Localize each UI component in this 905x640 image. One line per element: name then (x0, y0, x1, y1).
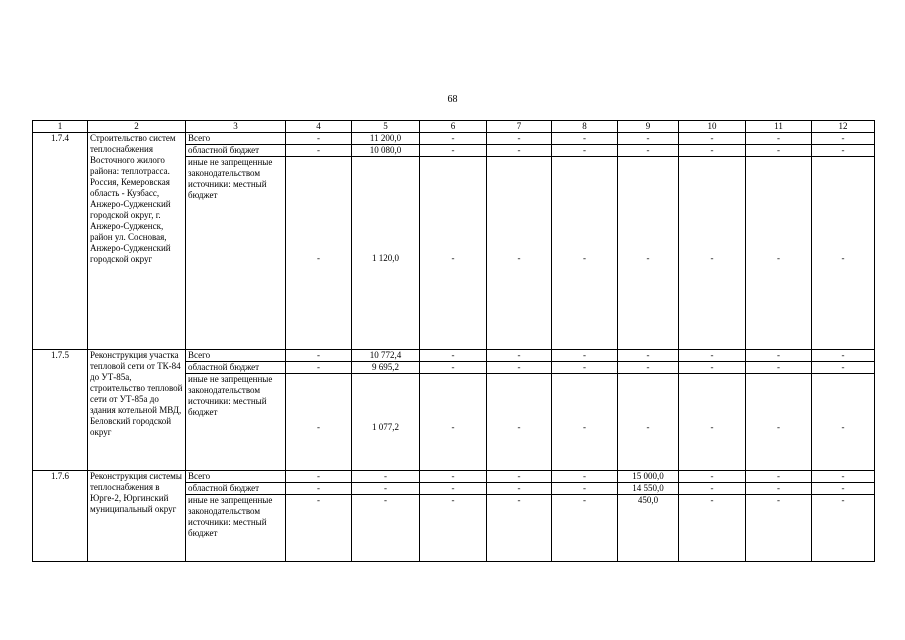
value-cell: - (618, 145, 679, 157)
value-cell: - (679, 495, 746, 562)
value-cell: - (487, 133, 552, 145)
value-cell: - (552, 145, 618, 157)
value-cell: - (286, 350, 352, 362)
value-cell: - (618, 362, 679, 374)
value-cell: - (420, 350, 487, 362)
value-cell: - (746, 362, 812, 374)
value-cell: - (286, 157, 352, 350)
value-cell: 11 200,0 (352, 133, 420, 145)
value-cell: - (552, 362, 618, 374)
item-number: 1.7.4 (33, 133, 88, 350)
header-cell: 10 (679, 121, 746, 133)
value-cell: - (746, 133, 812, 145)
header-cell: 3 (186, 121, 286, 133)
value-cell: - (552, 133, 618, 145)
value-cell: - (812, 374, 875, 471)
value-cell: 10 772,4 (352, 350, 420, 362)
value-cell: 15 000,0 (618, 471, 679, 483)
funding-source: областной бюджет (186, 145, 286, 157)
value-cell: - (812, 350, 875, 362)
value-cell: - (679, 471, 746, 483)
funding-source: областной бюджет (186, 483, 286, 495)
header-cell: 2 (88, 121, 186, 133)
header-row (33, 121, 875, 133)
item-name: Реконструкция участка тепловой сети от ТК-84 до УТ-85а, строительство тепловой сети от УТ-85а до здания котельной МВД, Беловский городской округ (88, 350, 186, 471)
header-cell: 8 (552, 121, 618, 133)
value-cell: - (618, 157, 679, 350)
table-row (33, 133, 875, 145)
funding-source: иные не запрещенные законодательством источники: местный бюджет (186, 157, 286, 350)
value-cell: - (487, 362, 552, 374)
item-name: Реконструкция системы теплоснабжения в Юрге-2, Юргинский муниципальный округ (88, 471, 186, 562)
value-cell: - (552, 157, 618, 350)
value-cell: - (352, 483, 420, 495)
value-cell: 9 695,2 (352, 362, 420, 374)
value-cell: - (746, 374, 812, 471)
value-cell: - (746, 145, 812, 157)
value-cell: - (679, 483, 746, 495)
value-cell: 1 120,0 (352, 157, 420, 350)
value-cell: - (420, 157, 487, 350)
value-cell: - (812, 483, 875, 495)
funding-source: иные не запрещенные законодательством источники: местный бюджет (186, 374, 286, 471)
funding-source: Всего (186, 350, 286, 362)
header-cell: 6 (420, 121, 487, 133)
value-cell: - (286, 483, 352, 495)
value-cell: - (618, 133, 679, 145)
header-cell: 1 (33, 121, 88, 133)
value-cell: 450,0 (618, 495, 679, 562)
value-cell: 14 550,0 (618, 483, 679, 495)
value-cell: - (679, 145, 746, 157)
value-cell: - (487, 374, 552, 471)
header-cell: 5 (352, 121, 420, 133)
header-cell: 4 (286, 121, 352, 133)
value-cell: - (746, 350, 812, 362)
value-cell: - (552, 495, 618, 562)
value-cell: - (487, 495, 552, 562)
value-cell: - (812, 471, 875, 483)
funding-table (32, 120, 875, 562)
value-cell: - (420, 362, 487, 374)
value-cell: - (812, 133, 875, 145)
value-cell: 10 080,0 (352, 145, 420, 157)
value-cell: - (618, 374, 679, 471)
value-cell: - (286, 374, 352, 471)
value-cell: - (812, 362, 875, 374)
value-cell: - (618, 350, 679, 362)
table-row (33, 471, 875, 483)
value-cell: - (420, 145, 487, 157)
funding-source: Всего (186, 133, 286, 145)
value-cell: - (746, 495, 812, 562)
funding-source: областной бюджет (186, 362, 286, 374)
value-cell: - (746, 483, 812, 495)
value-cell: - (420, 495, 487, 562)
value-cell: - (812, 495, 875, 562)
funding-source: иные не запрещенные законодательством источники: местный бюджет (186, 495, 286, 562)
value-cell: - (352, 471, 420, 483)
value-cell: - (286, 362, 352, 374)
value-cell: - (352, 495, 420, 562)
value-cell: - (552, 483, 618, 495)
value-cell: - (487, 483, 552, 495)
value-cell: - (487, 145, 552, 157)
header-cell: 11 (746, 121, 812, 133)
value-cell: - (552, 471, 618, 483)
value-cell: 1 077,2 (352, 374, 420, 471)
value-cell: - (286, 133, 352, 145)
value-cell: - (679, 157, 746, 350)
item-name: Строительство систем теплоснабжения Восточного жилого района: теплотрасса. Россия, Кемеровская область - Кузбасс, Анжеро-Судженский городской округ, г. Анжеро-Судженск, район ул. Сосновая, Анжеро-Судженский городской округ (88, 133, 186, 350)
value-cell: - (420, 483, 487, 495)
value-cell: - (286, 471, 352, 483)
value-cell: - (286, 495, 352, 562)
header-cell: 9 (618, 121, 679, 133)
value-cell: - (812, 157, 875, 350)
table-body (33, 133, 875, 562)
value-cell: - (679, 362, 746, 374)
item-number: 1.7.5 (33, 350, 88, 471)
value-cell: - (679, 350, 746, 362)
value-cell: - (420, 471, 487, 483)
value-cell: - (487, 350, 552, 362)
value-cell: - (746, 471, 812, 483)
value-cell: - (552, 374, 618, 471)
header-cell: 7 (487, 121, 552, 133)
value-cell: - (487, 157, 552, 350)
header-cell: 12 (812, 121, 875, 133)
value-cell: - (552, 350, 618, 362)
value-cell: - (420, 133, 487, 145)
value-cell: - (679, 374, 746, 471)
funding-source: Всего (186, 471, 286, 483)
value-cell: - (746, 157, 812, 350)
item-number: 1.7.6 (33, 471, 88, 562)
value-cell: - (812, 145, 875, 157)
table-row (33, 350, 875, 362)
value-cell: - (679, 133, 746, 145)
value-cell: - (286, 145, 352, 157)
value-cell: - (420, 374, 487, 471)
page-number: 68 (447, 94, 458, 105)
value-cell: - (487, 471, 552, 483)
